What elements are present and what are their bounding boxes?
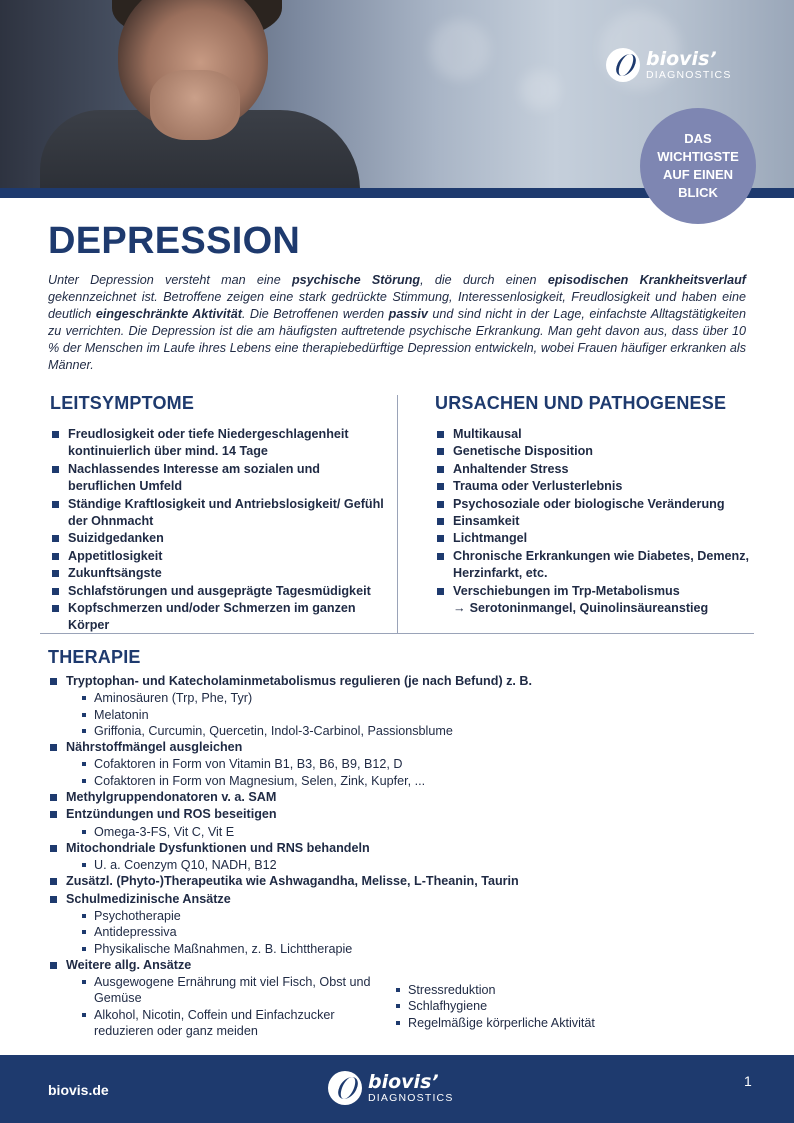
page-title: DEPRESSION xyxy=(48,220,301,262)
bokeh-light xyxy=(520,70,560,110)
sub-item: Psychotherapie xyxy=(80,908,748,924)
leitsymptome-list xyxy=(50,426,386,635)
list-item: Genetische Disposition xyxy=(435,443,751,460)
therapy-group: Mitochondriale Dysfunktionen und RNS behandeln U. a. Coenzym Q10, NADH, B12 xyxy=(48,840,748,874)
sub-item: Griffonia, Curcumin, Quercetin, Indol-3-Carbinol, Passionsblume xyxy=(80,723,748,739)
therapy-sublist xyxy=(66,908,748,957)
list-item: Lichtmangel xyxy=(435,530,751,547)
list-item: Nachlassendes Interesse am sozialen und beruflichen Umfeld xyxy=(50,461,386,496)
section-divider xyxy=(40,633,754,634)
list-item: Chronische Erkrankungen wie Diabetes, Demenz, Herzinfarkt, etc. xyxy=(435,548,751,583)
sub-item: Antidepressiva xyxy=(80,924,748,940)
list-item: Schlafstörungen und ausgeprägte Tagesmüdigkeit xyxy=(50,583,386,600)
logo-brand-name: biovis’ xyxy=(368,1070,439,1093)
therapy-sublist xyxy=(66,690,748,739)
sub-item: Schlafhygiene xyxy=(394,998,694,1014)
footer-website-link[interactable]: biovis.de xyxy=(48,1082,109,1098)
sub-item: Cofaktoren in Form von Magnesium, Selen, Zink, Kupfer, ... xyxy=(80,773,748,789)
arrow-consequence: → Serotoninmangel, Quinolinsäureanstieg xyxy=(453,601,709,616)
sub-item: Physikalische Maßnahmen, z. B. Lichttherapie xyxy=(80,941,748,957)
list-item: Kopfschmerzen und/oder Schmerzen im ganzen Körper xyxy=(50,600,386,635)
sub-item: Aminosäuren (Trp, Phe, Tyr) xyxy=(80,690,748,706)
therapy-group: Weitere allg. Ansätze Ausgewogene Ernährung mit viel Fisch, Obst und Gemüse Alkohol, Nicotin, Coffein und Einfachzucker reduzieren oder ganz meiden Stressreduktion Schlafhygiene Regelmäßige körperliche Aktivität xyxy=(48,957,748,1039)
therapy-sublist xyxy=(66,824,748,840)
therapy-group: Tryptophan- und Katecholaminmetabolismus regulieren (je nach Befund) z. B. Aminosäuren (Trp, Phe, Tyr) Melatonin Griffonia, Curcumin, Quercetin, Indol-3-Carbinol, Passionsblume xyxy=(48,673,748,739)
sub-item: Omega-3-FS, Vit C, Vit E xyxy=(80,824,748,840)
weitere-left-list xyxy=(66,974,380,1039)
sub-item: Stressreduktion xyxy=(394,982,694,998)
list-item: Appetitlosigkeit xyxy=(50,548,386,565)
list-item: Trauma oder Verlusterlebnis xyxy=(435,478,751,495)
logo-brand-name: biovis’ xyxy=(646,47,717,70)
therapy-group: Nährstoffmängel ausgleichen Cofaktoren in Form von Vitamin B1, B3, B6, B9, B12, D Cofaktoren in Form von Magnesium, Selen, Zink, Kupfer, ... xyxy=(48,739,748,789)
sub-item: Cofaktoren in Form von Vitamin B1, B3, B6, B9, B12, D xyxy=(80,756,748,772)
sub-item: Melatonin xyxy=(80,707,748,723)
ursachen-list xyxy=(435,426,751,617)
sub-item: Regelmäßige körperliche Aktivität xyxy=(394,1015,694,1031)
therapy-sublist xyxy=(66,857,748,873)
logo-brand-sub: DIAGNOSTICS xyxy=(368,1091,454,1104)
summary-badge xyxy=(640,108,756,224)
list-item: Anhaltender Stress xyxy=(435,461,751,478)
section-title-leitsymptome: LEITSYMPTOME xyxy=(50,393,195,413)
list-item: Einsamkeit xyxy=(435,513,751,530)
therapie-list xyxy=(48,673,748,1039)
dna-logo-icon xyxy=(328,1071,362,1105)
weitere-columns xyxy=(66,974,706,1039)
logo-brand-sub: DIAGNOSTICS xyxy=(646,68,732,81)
section-title-ursachen: URSACHEN UND PATHOGENESE xyxy=(435,393,727,413)
therapy-group: Schulmedizinische Ansätze Psychotherapie Antidepressiva Physikalische Maßnahmen, z. B. Lichttherapie xyxy=(48,891,748,957)
section-title-therapie: THERAPIE xyxy=(48,647,141,667)
sub-item: Alkohol, Nicotin, Coffein und Einfachzucker reduzieren oder ganz meiden xyxy=(80,1007,380,1039)
badge-text: DAS WICHTIGSTE AUF EINEN BLICK xyxy=(657,131,739,200)
list-item: Verschiebungen im Trp-Metabolismus → Serotoninmangel, Quinolinsäureanstieg xyxy=(435,583,751,618)
arrow-right-icon: → xyxy=(453,601,466,616)
sub-item: U. a. Coenzym Q10, NADH, B12 xyxy=(80,857,748,873)
list-item: Suizidgedanken xyxy=(50,530,386,547)
page-number: 1 xyxy=(744,1073,752,1089)
person-hand xyxy=(150,70,240,140)
list-item: Zukunftsängste xyxy=(50,565,386,582)
footer xyxy=(0,1055,794,1123)
therapy-group: Methylgruppendonatoren v. a. SAM xyxy=(48,789,748,806)
list-item: Psychosoziale oder biologische Veränderung xyxy=(435,496,751,513)
footer-logo xyxy=(328,1071,454,1105)
weitere-right-list xyxy=(380,982,694,1039)
list-item: Multikausal xyxy=(435,426,751,443)
therapy-sublist xyxy=(66,756,748,788)
list-item: Freudlosigkeit oder tiefe Niedergeschlagenheit kontinuierlich über mind. 14 Tage xyxy=(50,426,386,461)
header-logo[interactable] xyxy=(606,48,732,82)
dna-logo-icon xyxy=(606,48,640,82)
sub-item: Ausgewogene Ernährung mit viel Fisch, Obst und Gemüse xyxy=(80,974,380,1006)
therapy-group: Zusätzl. (Phyto-)Therapeutika wie Ashwagandha, Melisse, L-Theanin, Taurin xyxy=(48,873,748,890)
column-divider xyxy=(397,395,398,633)
list-item: Ständige Kraftlosigkeit und Antriebslosigkeit/ Gefühl der Ohnmacht xyxy=(50,496,386,531)
bokeh-light xyxy=(430,20,490,80)
therapy-group: Entzündungen und ROS beseitigen Omega-3-FS, Vit C, Vit E xyxy=(48,806,748,840)
intro-paragraph: Unter Depression versteht man eine psychische Störung, die durch einen episodischen Krankheitsverlauf gekennzeichnet ist. Betroffene zeigen eine stark gedrückte Stimmung, Interessenlosigkeit, Freudlosigkeit und haben eine deutlich eingeschränkte Aktivität. Die Betroffenen werden passiv und sind nicht in der Lage, einfachste Alltagstätigkeiten zu verrichten. Die Depression ist die am häufigsten auftretende psychische Erkrankung. Man geht davon aus, dass über 10 % der Menschen im Laufe ihres Lebens eine therapiebedürftige Depression entwickeln, wobei Frauen häufiger erkranken als Männer. xyxy=(48,273,746,372)
